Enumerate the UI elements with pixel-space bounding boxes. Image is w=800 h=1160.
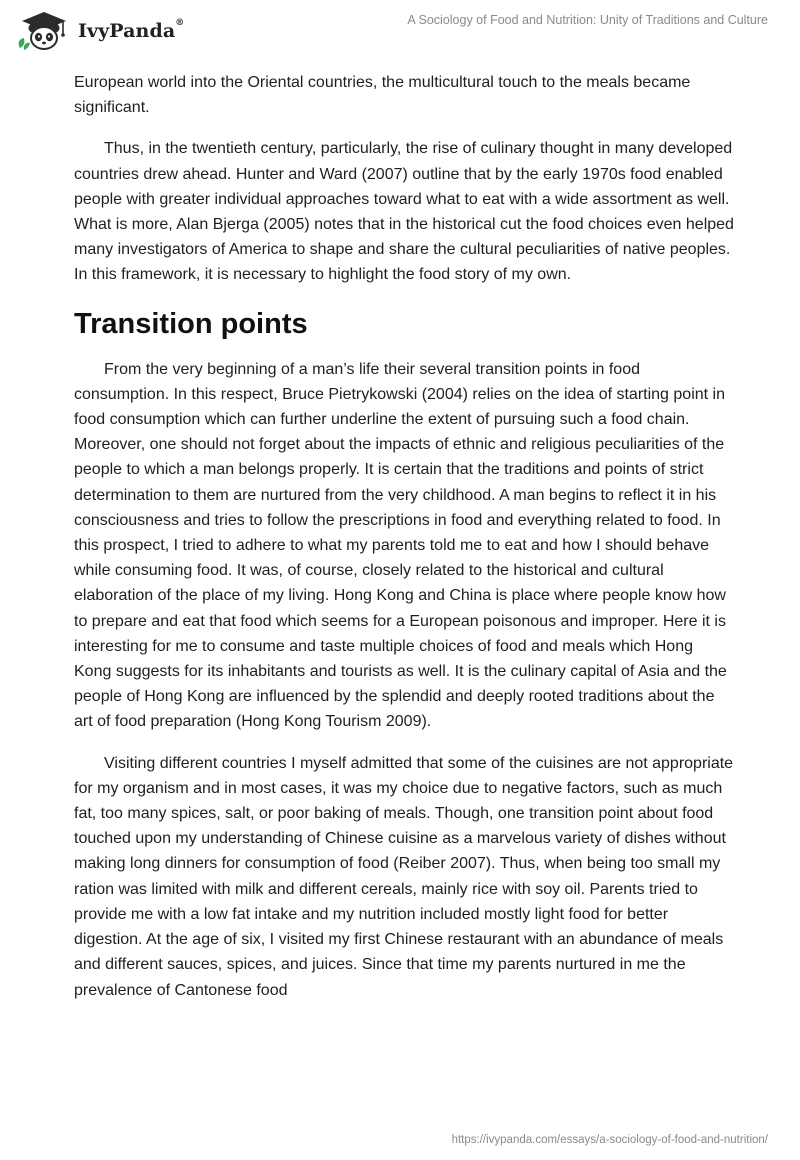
ivypanda-logo[interactable] <box>14 10 184 52</box>
essay-content <box>74 70 734 1019</box>
section-heading: Transition points <box>74 307 308 340</box>
paragraph: European world into the Oriental countries, the multicultural touch to the meals became significant. <box>74 74 691 117</box>
logo-text: IvyPanda <box>78 20 176 42</box>
logo-wordmark <box>78 20 184 42</box>
source-url[interactable]: https://ivypanda.com/essays/a-sociology-of-food-and-nutrition/ <box>451 1134 768 1146</box>
document-title: A Sociology of Food and Nutrition: Unity of Traditions and Culture <box>407 13 768 27</box>
registered-mark: ® <box>175 18 185 28</box>
paragraph: Thus, in the twentieth century, particularly, the rise of culinary thought in many developed countries drew ahead. Hunter and Ward (2007) outline that by the early 1970s food enabled people with greater individual approaches toward what to eat with a wide assortment as well. What is more, Alan Bjerga (2005) notes that in the historical cut the food choices even helped many investigators of America to shape and share the cultural peculiarities of native peoples. In this framework, it is necessary to highlight the food story of my own. <box>74 140 734 284</box>
paragraph: Visiting different countries I myself admitted that some of the cuisines are not appropriate for my organism and in most cases, it was my choice due to negative factors, such as much fat, too many spices, salt, or poor baking of meals. Though, one transition point about food touched upon my understanding of Chinese cuisine as a marvelous variety of dishes without making long dinners for consumption of food (Reiber 2007). Thus, when being too small my ration was limited with milk and different cereals, mainly rice with soy oil. Parents tried to provide me with a low fat intake and my nutrition included mostly light food for better digestion. At the age of six, I visited my first Chinese restaurant with an abundance of meals and different sauces, spices, and juices. Since that time my parents nurtured in me the prevalence of Cantonese food <box>74 754 734 999</box>
page-header <box>0 0 800 64</box>
paragraph: From the very beginning of a man’s life their several transition points in food consumption. In this respect, Bruce Pietrykowski (2004) relies on the idea of starting point in food consumption which can further underline the extent of pursuing such a food chain. Moreover, one should not forget about the impacts of ethnic and religious peculiarities of the people to which a man belongs properly. It is certain that the traditions and points of strict determination to them are nurtured from the very childhood. A man begins to reflect it in his consciousness and tries to follow the prescriptions in food and everything related to food. In this prospect, I tried to adhere to what my parents told me to eat and how I should behave while consuming food. It was, of course, closely related to the historical and cultural elaboration of the place of my living. Hong Kong and China is place where people know how to prepare and eat that food which seems for a European poisonous and improper. Here it is interesting for me to consume and taste multiple choices of food and meals which Hong Kong suggests for its inhabitants and tourists as well. It is the culinary capital of Asia and the people of Hong Kong are influenced by the splendid and deeply rooted traditions about the art of food preparation (Hong Kong Tourism 2009). <box>74 360 727 731</box>
panda-graduation-cap-icon <box>14 10 72 52</box>
